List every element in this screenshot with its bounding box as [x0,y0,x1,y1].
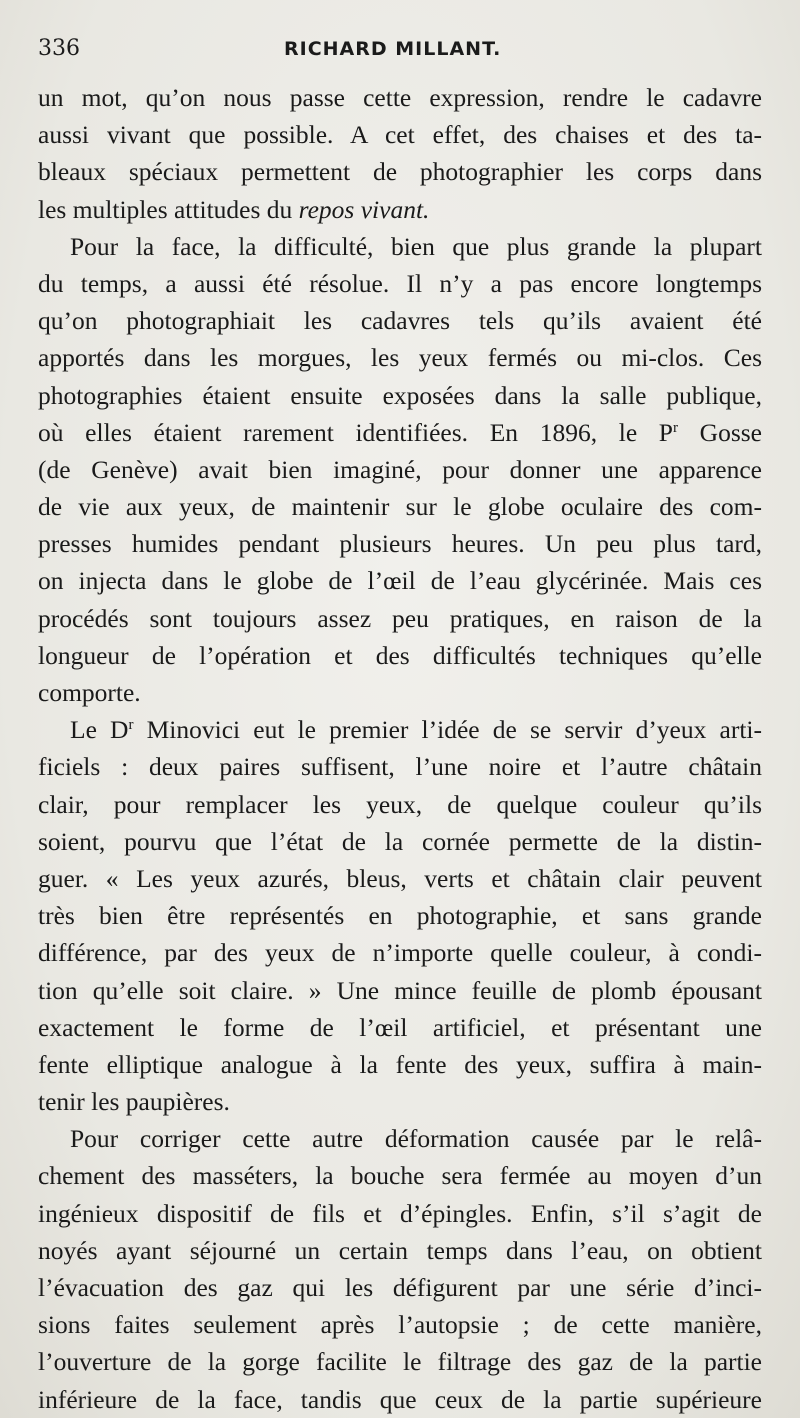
text-line: inférieure de la face, tandis que ceux de la partie supérieure [38,1384,762,1414]
text-line: on injecta dans le globe de l’œil de l’eau glycérinée. Mais ces [38,566,762,596]
text-line: tenir les paupières. [38,1087,230,1117]
text-line: (de Genève) avait bien imaginé, pour donner une apparence [38,454,762,484]
page-header [38,36,762,66]
text-line: procédés sont toujours assez peu pratiques, en raison de la [38,603,762,633]
text-line: noyés ayant séjourné un certain temps dans l’eau, on obtient [38,1235,762,1265]
superscript: r [672,419,678,436]
text-line: ingénieux dispositif de fils et d’épingles. Enfin, s’il s’agit de [38,1198,762,1228]
text-line: ficiels : deux paires suffisent, l’une noire et l’autre châtain [38,752,762,782]
text-line: qu’on photographiait les cadavres tels qu’ils avaient été [38,306,762,336]
text-span: Le D [70,715,129,745]
text-line: apportés dans les morgues, les yeux fermés ou mi-clos. Ces [38,343,762,373]
text-line: presses humides pendant plusieurs heures. Un peu plus tard, [38,529,762,559]
text-line [38,191,762,228]
superscript: r [128,717,134,734]
text-line: exactement le forme de l’œil artificiel, et présentant une [38,1012,762,1042]
text-line: photographies étaient ensuite exposées dans la salle publique, [38,380,762,410]
text-line: fente elliptique analogue à la fente des yeux, suffira à main- [38,1049,762,1079]
text-span: les multiples attitudes du [38,194,299,224]
page-number: 336 [38,36,80,61]
text-line: très bien être représentés en photographie, et sans grande [38,901,762,931]
text-line: sions faites seulement après l’autopsie ; de cette manière, [38,1310,762,1340]
text-line: bleaux spéciaux permettent de photographier les corps dans [38,157,762,187]
text-span: Gosse [677,417,762,447]
text-line: l’ouverture de la gorge facilite le filtrage des gaz de la partie [38,1347,762,1377]
text-line: clair, pour remplacer les yeux, de quelque couleur qu’ils [38,789,762,819]
text-line: guer. « Les yeux azurés, bleus, verts et châtain clair peuvent [38,863,762,893]
text-line: différence, par des yeux de n’importe quelle couleur, à condi- [38,938,762,968]
text-line: longueur de l’opération et des difficultés techniques qu’elle [38,640,762,670]
text-line: comporte. [38,678,141,707]
running-head: RICHARD MILLANT. [284,38,502,60]
text-line: chement des masséters, la bouche sera fermée au moyen d’un [38,1161,762,1191]
text-line: de vie aux yeux, de maintenir sur le globe oculaire des com- [38,492,762,522]
text-line [38,414,762,451]
text-line: aussi vivant que possible. A cet effet, des chaises et des ta- [38,120,762,150]
paragraph-first-line: Pour la face, la difficulté, bien que plus grande la plupart [70,231,762,261]
body-text [38,79,762,1418]
text-line: l’évacuation des gaz qui les défigurent par une série d’inci- [38,1273,762,1302]
text-span: Minovici eut le premier l’idée de se servir d’yeux arti- [133,715,762,745]
italic-phrase: repos vivant. [298,194,430,224]
text-line: un mot, qu’on nous passe cette expression, rendre le cadavre [38,83,762,112]
text-line: du temps, a aussi été résolue. Il n’y a pas encore longtemps [38,268,762,298]
paragraph-first-line: Pour corriger cette autre déformation causée par le relâ- [70,1124,762,1154]
text-line: tion qu’elle soit claire. » Une mince feuille de plomb épousant [38,975,762,1005]
text-line: soient, pourvu que l’état de la cornée permette de la distin- [38,826,762,856]
text-span: où elles étaient rarement identifiées. En 1896, le P [38,417,673,447]
paragraph-first-line [38,711,762,748]
